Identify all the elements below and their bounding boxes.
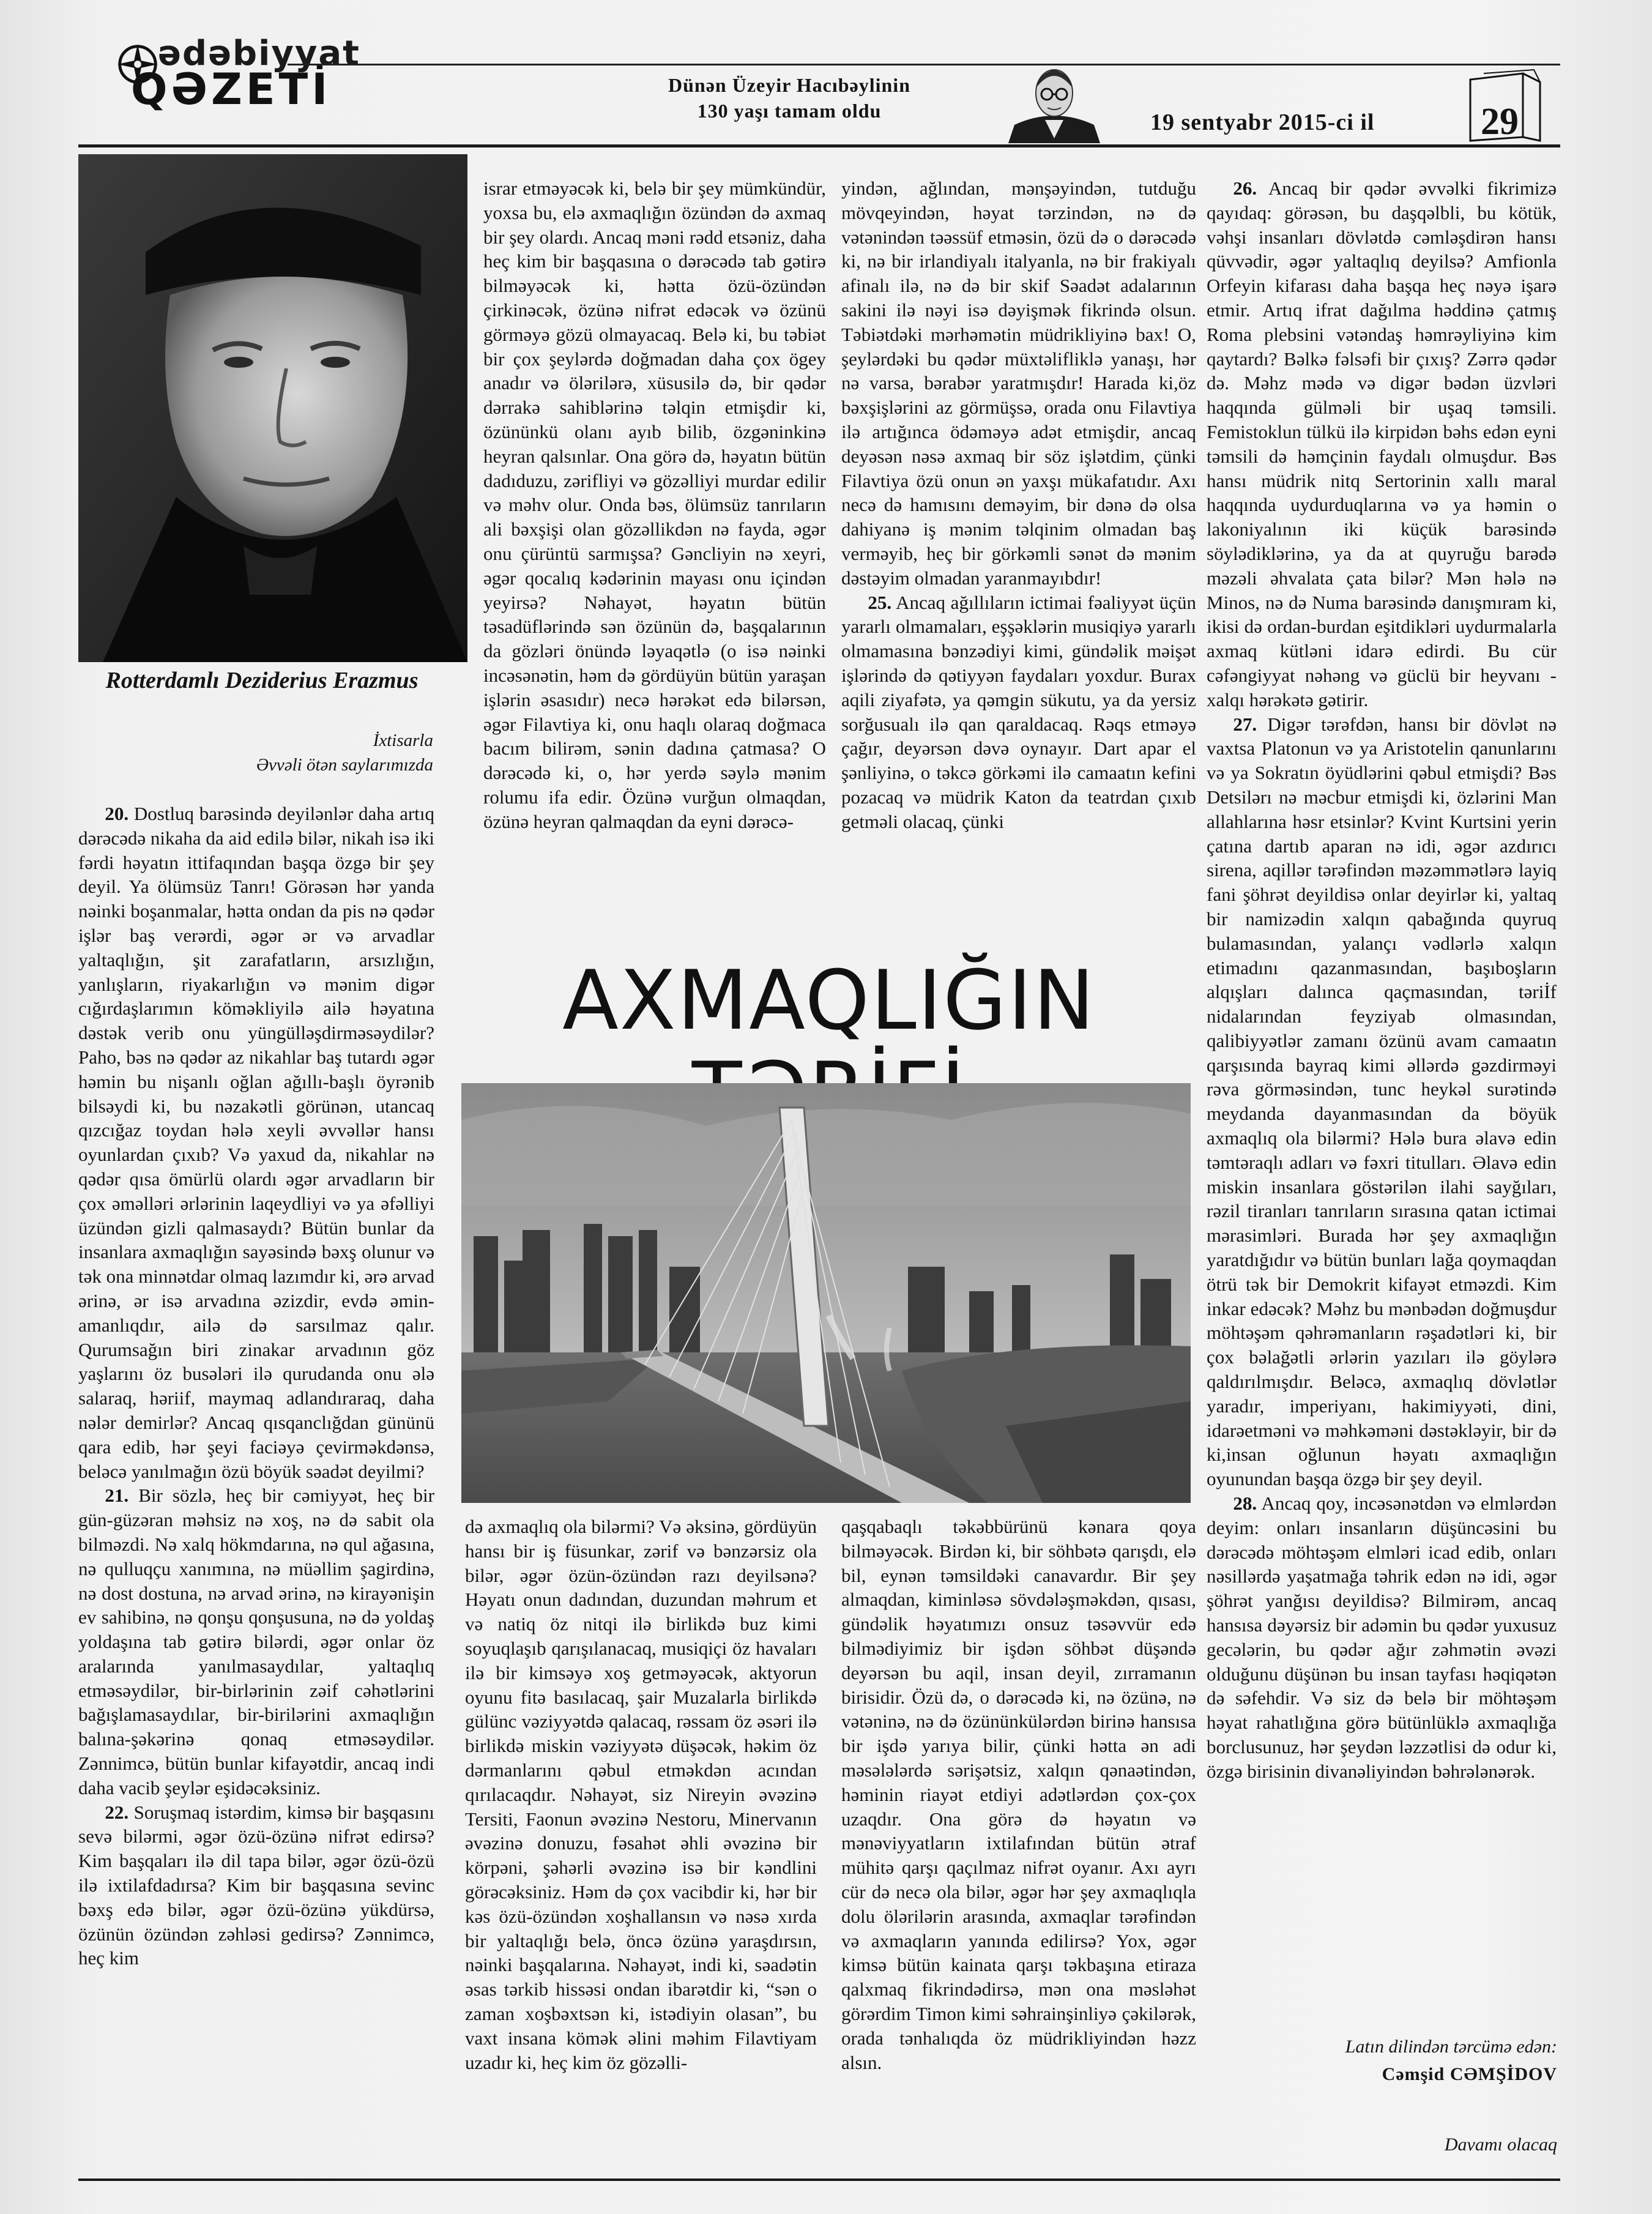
column-4 (1207, 176, 1557, 1784)
paragraph-22: 22. Soruşmaq istərdim, kimsə bir başqasını sevə bilərmi, əgər özü-özünə nifrət edirsə? Kim başqaları ilə dil tapa bilər, əgər özü-özü ilə ixtilafdadırsa? Kim bir başqasına sevinc bəxş edə bilər, əgər özü-özünə yükdürsə, özünün özündən zəhləsi gedirsə? Zənnimcə, heç kim (78, 1801, 434, 1969)
previous-issues-note: Əvvəli ötən saylarımızda (256, 755, 433, 775)
page-number: 29 (1481, 101, 1519, 143)
paragraph-28: 28. Ancaq qoy, incəsənətdən və elmlərdən deyim: onları insanların düşüncəsini bu dərəcədə möhtəşəm elmləri icad edib, onları nəsillərdə yaşatmağa təhrik edən nə idi, əgər şöhrət yanğısı deyildisə? Bilmirəm, ancaq hansısa dəyərsiz bir adəmin bu qədər yuxusuz gecələrin, bu qədər ağır zəhmətin əvəzi olduğunu düşünən bu insan tayfası həqiqətən də səfehdir. Və siz də belə bir möhtəşəm həyat rahatlığına görə bütünlüklə axmaqlığa borclusunuz, hər şeydən ləzzətlisi də odur ki, özgə birisinin divanəliyindən bəhrələnərək. (1207, 1493, 1557, 1782)
to-be-continued: Davamı olacaq (1444, 2134, 1557, 2155)
column-3-top (841, 176, 1196, 834)
column-1 (78, 802, 434, 1970)
masthead-top: ədəbiyyat (158, 34, 360, 73)
translator-label: Latın dilindən tərcümə edən: (1345, 2037, 1557, 2057)
paragraph-21: 21. Bir sözlə, heç bir cəmiyyət, heç bir gün-güzəran məhsiz nə xoş, nə də sabit ola bilməzdi. Nə xalq hökmdarına, nə qul ağasına, nə qulluqçu xanımına, nə müəllim şagirdinə, nə dost dostuna, nə arvad ərinə, nə kirayənişin ev sahibinə, nə qonşu qonşusuna, nə də yoldaş yoldaşına tab gətirə bilərdi, əgər onlar öz aralarında yanılmasaydılar, yaltaqlıq etməsəydilər, bir-birlərinin zəif cəhətlərini bağışlamasaydılar, bir-birilərini axmaqlığın balına-şəkərinə qonaq etməsəydilər. Zənnimcə, bütün bunlar kifayətdir, ancaq indi daha vacib şeylər eşidəcəksiniz. (78, 1485, 434, 1798)
anniversary-note (600, 72, 979, 124)
portrait-caption: Rotterdamlı Deziderius Erazmus (105, 668, 419, 693)
abridged-label: İxtisarla (373, 731, 433, 750)
article-headline: AXMAQLIĞIN (562, 953, 1096, 1048)
translator-credit (1215, 2035, 1557, 2090)
paragraph-continued: də axmaqlıq ola bilərmi? Və əksinə, gördüyün hansı bir iş füsunkar, zərif və bənzərsiz ola bilər, əgər özün-özündən razı deyilsənə? Həyatı onun dadından, duzundan məhrum et və natiq öz nitqi ilə birlikdə buz kimi soyuqlaşıb qarışılanacaq, musiqiçi öz havaları ilə bir kimsəyə xoş getməyəcək, aktyorun oyunu fitə basılacaq, şair Muzalarla birlikdə gülünc vəziyyətdə qalacaq, rəssam öz əsəri ilə birlikdə miskin vəziyyətə düşəcək, həkim öz dərmanlarını qəbul etməkdən acından qırılacaqdır. Nəhayət, siz Nireyin əvəzinə Tersiti, Faonun əvəzinə Nestoru, Minervanın əvəzinə donuzu, fəsahət əhli əvəzinə bir körpəni, şəhərli əvəzinə isə bir kəndlini görəcəksiniz. Həm də çox vacibdir ki, hər bir kəs özü-özündən xoşhallansın və nəsə xırda bir yaltaqlığı belə, öncə özünə yaraşdırsın, nəinki başqalarına. Nəhayət, indi ki, səadətin əsas tərkib hissəsi ondan ibarətdir ki, “sən o zaman xoşbəxtsən ki, istədiyin olasan”, bu vaxt insana kömək əlini məhim Filavtiyam uzadır ki, heç kim öz gözəlli- (465, 1516, 817, 2073)
translator-name: Cəmşid CƏMŞİDOV (1382, 2064, 1557, 2084)
abridged-note (78, 728, 433, 777)
issue-date: 19 sentyabr 2015-ci il (1150, 110, 1375, 135)
paragraph-continued: qaşqabaqlı təkəbbürünü kənara qoya bilməyəcək. Birdən ki, bir söhbətə qarışdı, elə bil, eynən təmsildəki canavardır. Bir şey almaqdan, kiminləsə sövdələşməkdən, qısası, gündəlik həyatımızı onsuz təsəvvür edə bilmədiyimiz bir işdən söhbət düşəndə deyərsən bu aqil, insan deyil, zırramanın birisidir. Özü də, o dərəcədə ki, nə özünə, nə vətəninə, nə də özününkülərdən birinə hansısa bir işdə yarıya bilir, çünki hətta ən adi məsələlərdə sərişətsiz, xalqın qənaətindən, həminin riayət etdiyi adətlərdən çox-çox uzaqdır. Ona görə də həyatın və mənəviyyatların ixtilafından bütün ətraf mühitə qarşı qaçılmaz nifrət oyanır. Axı ayrı cür də necə ola bilər, əgər hər şey axmaqlıqla dolu ölərilərin arasında, axmaqlar tərəfindən və axmaqların yanında edilirsə? Yox, əgər kimsə bütün kainata qarşı təkbaşına etiraza qalxmaq fikrindədirsə, mən ona məsləhət görərdim Timon kimi səhrainşinliyə çəkilərək, orada tənhalıqda öz müdrikliyindən həzz alsın. (841, 1516, 1196, 2073)
paragraph-continued: israr etməyəcək ki, belə bir şey mümkündür, yoxsa bu, elə axmaqlığın özündən də axmaq bir şey olardı. Ancaq məni rədd etsəniz, daha heç kim bir başqasına o dərəcədə tab gətirə bilməyəcək ki, hətta özü-özündən çirkinəcək, özünə nifrət edəcək və özünü görməyə gözü olmayacaq. Belə ki, bu təbiət bir çox şeylərdə doğmadan daha çox ögey anadır və ölərilərə, xüsusilə də, bir qədər dərrakə sahiblərinə təlqin etmişdir ki, özününkü olanı ayıb bilib, özgəninkinə heyran qalsınlar. Ona görə də, həyatın bütün dadıduzu, zərifliyi və gözəlliyi murdar edilir və məhv olur. Onda bəs, ölümsüz tanrıların ali bəxşişi olan gözəllikdən nə fayda, əgər onu çürüntü sarmışsa? Gəncliyin nə xeyri, əgər qocalıq kədərinin mayası onu içindən yeyirsə? Nəhayət, həyatın bütün təsadüflərində sən özünün də, başqalarının da gözləri önündə ləyaqətlə (o isə nəinki incəsənətin, həm də gördüyün bütün yaraşan işlərin əsasıdır) necə hərəkət edə bilərsən, əgər Filavtiya ki, onu haqlı olaraq doğmaca bacım bilirəm, sənin dadına çatmasa? O dərəcədə ki, o, hər yerdə səylə mənim rolumu ifa edir. Özünə vurğun olmaqdan, özünə heyran qalmaqdan da eyni dərəcə- (483, 177, 826, 832)
header-rule (78, 144, 1560, 147)
anniversary-line2: 130 yaşı tamam oldu (697, 100, 882, 122)
paragraph-25: 25. Ancaq ağıllıların ictimai fəaliyyət üçün yararlı olmamaları, eşşəklərin musiqiyə yararlı olmamasına bənzədiyi kimi, gündəlik məişət işlərində də qətiyyən faydaları yoxdur. Burax aqili ziyafətə, ya qəmgin sükutu, ya da yersiz sorğusualı ilə qan qaraldacaq. Rəqs etməyə çağır, deyərsən dəvə oynayır. Dart apar el şənliyinə, o təkcə görkəmi ilə camaatın kefini pozacaq və müdrik Katon da teatrdan çıxıb getməli olacaq, çünki (841, 591, 1196, 832)
masthead-bottom: QƏZETİ (131, 64, 332, 114)
paragraph-27: 27. Digər tərəfdən, hansı bir dövlət nə vaxtsa Platonun və ya Aristotelin qanunlarını və ya Sokratın öyüdlərini qəbul etmişdi? Bəs Detsilərı nə məcbur etmişdi ki, özlərini Man allahlarına həsr etsinlər? Kvint Kurtsini yerin çatına dartıb aparan nə idi, əgər azdırıcı sirena, aqillər tərəfindən məzəmmətlərə layiq fani şöhrət deyildisə onlar deyirlər ki, yaltaq bir namizədin xalqın qabağında quyruq bulamasından, yalançı vədlərlə xalqın etimadını qazanmasından, başıboşların alqışları dalınca qaçmasından, təriİf nidalarından feyziyab olmasından, qalibiyyətlər zamanı özünü avam camaatın qarşısında bayraq kimi əllərdə gəzdirməyi rəva görməsindən, tunc heykəl surətində meydanda dayanmasından da böyük axmaqlıq ola bilərmi? Hələ bura əlavə edin təmtəraqlı adları və fəxri titulları. Əlavə edin miskin insanlara göstərilən ilahi sayğıları, rəzil tiranları tanrıların sırasına qatan ictimai mərasimləri. Burada hər şey axmaqlığın yaratdığıdır və bütün bunları lağa qoymaqdan ötrü tək bir Demokrit kifayət etməzdi. Kim inkar edəcək? Məhz bu mənbədən doğmuşdur möhtəşəm qəhrəmanların rəşadətləri ki, bir çox bəlağətli ərlərin yazıları ilə göylərə qaldırılmışdır. Beləcə, axmaqlıq dövlətlər yaradır, imperiyanı, hakimiyyəti, dini, idarəetməni və məhkəməni dəstəkləyir, bir də ki,insan oğlunun həyatı axmaqlığın oyunundan başqa özgə bir şey deyil. (1207, 713, 1557, 1490)
column-2-top (483, 176, 826, 834)
column-3-bottom (841, 1515, 1196, 2074)
anniversary-line1: Dünən Üzeyir Hacıbəylinin (668, 74, 910, 96)
paragraph-20: 20. Dostluq barəsində deyilənlər daha artıq dərəcədə nikaha da aid edilə bilər, nikah isə iki fərdi həyatın ittifaqından başqa özgə bir şey deyil. Ya ölümsüz Tanrı! Görəsən hər yanda nəinki boşanmalar, hətta ondan da pis nə qədər işlər baş verərdi, əgər ər və arvadlar yaltaqlığın, şit zarafatların, arsızlığın, yanlışların, riyakarlığın və mənim digər cığırdaşlarımın köməkliyilə ailə həyatına dəstək verib onu yüngülləşdirməsəydilər? Paho, bəs nə qədər az nikahlar baş tutardı əgər həmin bu nişanlı oğlan ağıllı-başlı öyrənib bilsəydi ki, bu nəzakətli görünən, utancaq qızcığaz toydan hələ xeyli əvvəllər hansı oyunlardan çıxıb? Və yaxud da, nikahlar nə qədər qısa ömürlü olardı əgər arvadların bir çox əməlləri ərlərinin laqeydliyi və ya əfəlliyi üzündən gizli qalmasaydı? Bütün bunlar da insanlara axmaqlığın sayəsində bəxş olunur və tək ona minnətdar olmaq lazımdır ki, ərə arvad ərinə, ər isə arvadına əzizdir, evdə əmin-amanlıqdır, ailə də sarsılmaz qalır. Qurumsağın biri zinakar arvadının göz yaşlarını öz busələri ilə qurudanda onu ələ salaraq, həriif, maymaq adlandıraraq, daha nələr demirlər? Ancaq qısqanclığdan gününü qara edib, hər şeyi faciəyə çevirməkdənsə, beləcə yanılmağın özü böyük səadət deyilmi? (78, 803, 434, 1482)
hajibeyli-portrait (1008, 64, 1100, 143)
erasmus-portrait (78, 154, 467, 662)
masthead-logo (110, 34, 367, 114)
rotterdam-bridge-photo (461, 1083, 1191, 1503)
paragraph-26: 26. Ancaq bir qədər əvvəlki fikrimizə qayıdaq: görəsən, bu daşqəlbli, bu kötük, vəhşi insanları dövlətdə cəmləşdirən hansı qüvvədir, əgər yaltaqlıq deyilsə? Amfionla Orfeyin kifarası daha başqa heç nəyə işarə etmir. Artıq ifrat dağılma həddinə çatmış Roma plebsini vətəndaş həmrəyliyinə kim qaytardı? Bəlkə fəlsəfi bir çıxış? Zərrə qədər də. Məhz mədə və digər bədən üzvləri haqqında gülməli bir uşaq təmsili. Femistoklun tülkü ilə kirpidən bəhs edən eyni təmsili də həmçinin faydalı olmuşdur. Bəs hansı müdrik nitq Sertorinin xallı maral haqqında uydurduqlarına və ya həmin o lakoniyalının iki küçük barəsində söylədiklərinə, ya da at quyruğu barədə məzəli əhvalata çata bilər? Mən hələ nə Minos, nə də Numa barəsində danışmıram ki, ikisi də ordan-burdan eşitdikləri uydurmalarla axmaq kütləni idarə edirdi. Bu cür cəfəngiyyat nəhəng və güclü bir heyvanı - xalqı hərəkətə gətirir. (1207, 177, 1557, 710)
bottom-rule (78, 2179, 1560, 2181)
column-2-bottom (465, 1515, 817, 2074)
header-top-rule (288, 64, 1560, 65)
paragraph-continued: yindən, ağlından, mənşəyindən, tutduğu mövqeyindən, həyat tərzindən, nə də vətənindən təəssüf etməsin, özü də o dərəcədə ki, nə bir irlandiyalı italyanla, nə bir frakiyalı afinalı ilə, nə də bir skif Səadət adalarının sakini ilə nəyi isə dəyişmək fikrində olsun. Təbiətdəki mərhəmətin müdrikliyinə bax! O, şeylərdəki bu qədər müxtəlifliklə yanaşı, hər nə varsa, bərabər yaratmışdır! Harada ki,öz bəxşişlərini az görmüşsə, orada onu Filavtiya ilə artığınca ödəməyə adət etmişdir, ancaq deyəsən nəsə axmaq bir söz işlətdim, çünki Filavtiya özü onun ən yaxşı mükafatıdır. Axı necə də hamısını deməyim, bir dənə də olsa dahiyanə iş mənim təlqinim olmadan baş verməyib, heç bir görkəmli sənət də mənim dəstəyim olmadan yaranmayıbdır! (841, 177, 1196, 589)
